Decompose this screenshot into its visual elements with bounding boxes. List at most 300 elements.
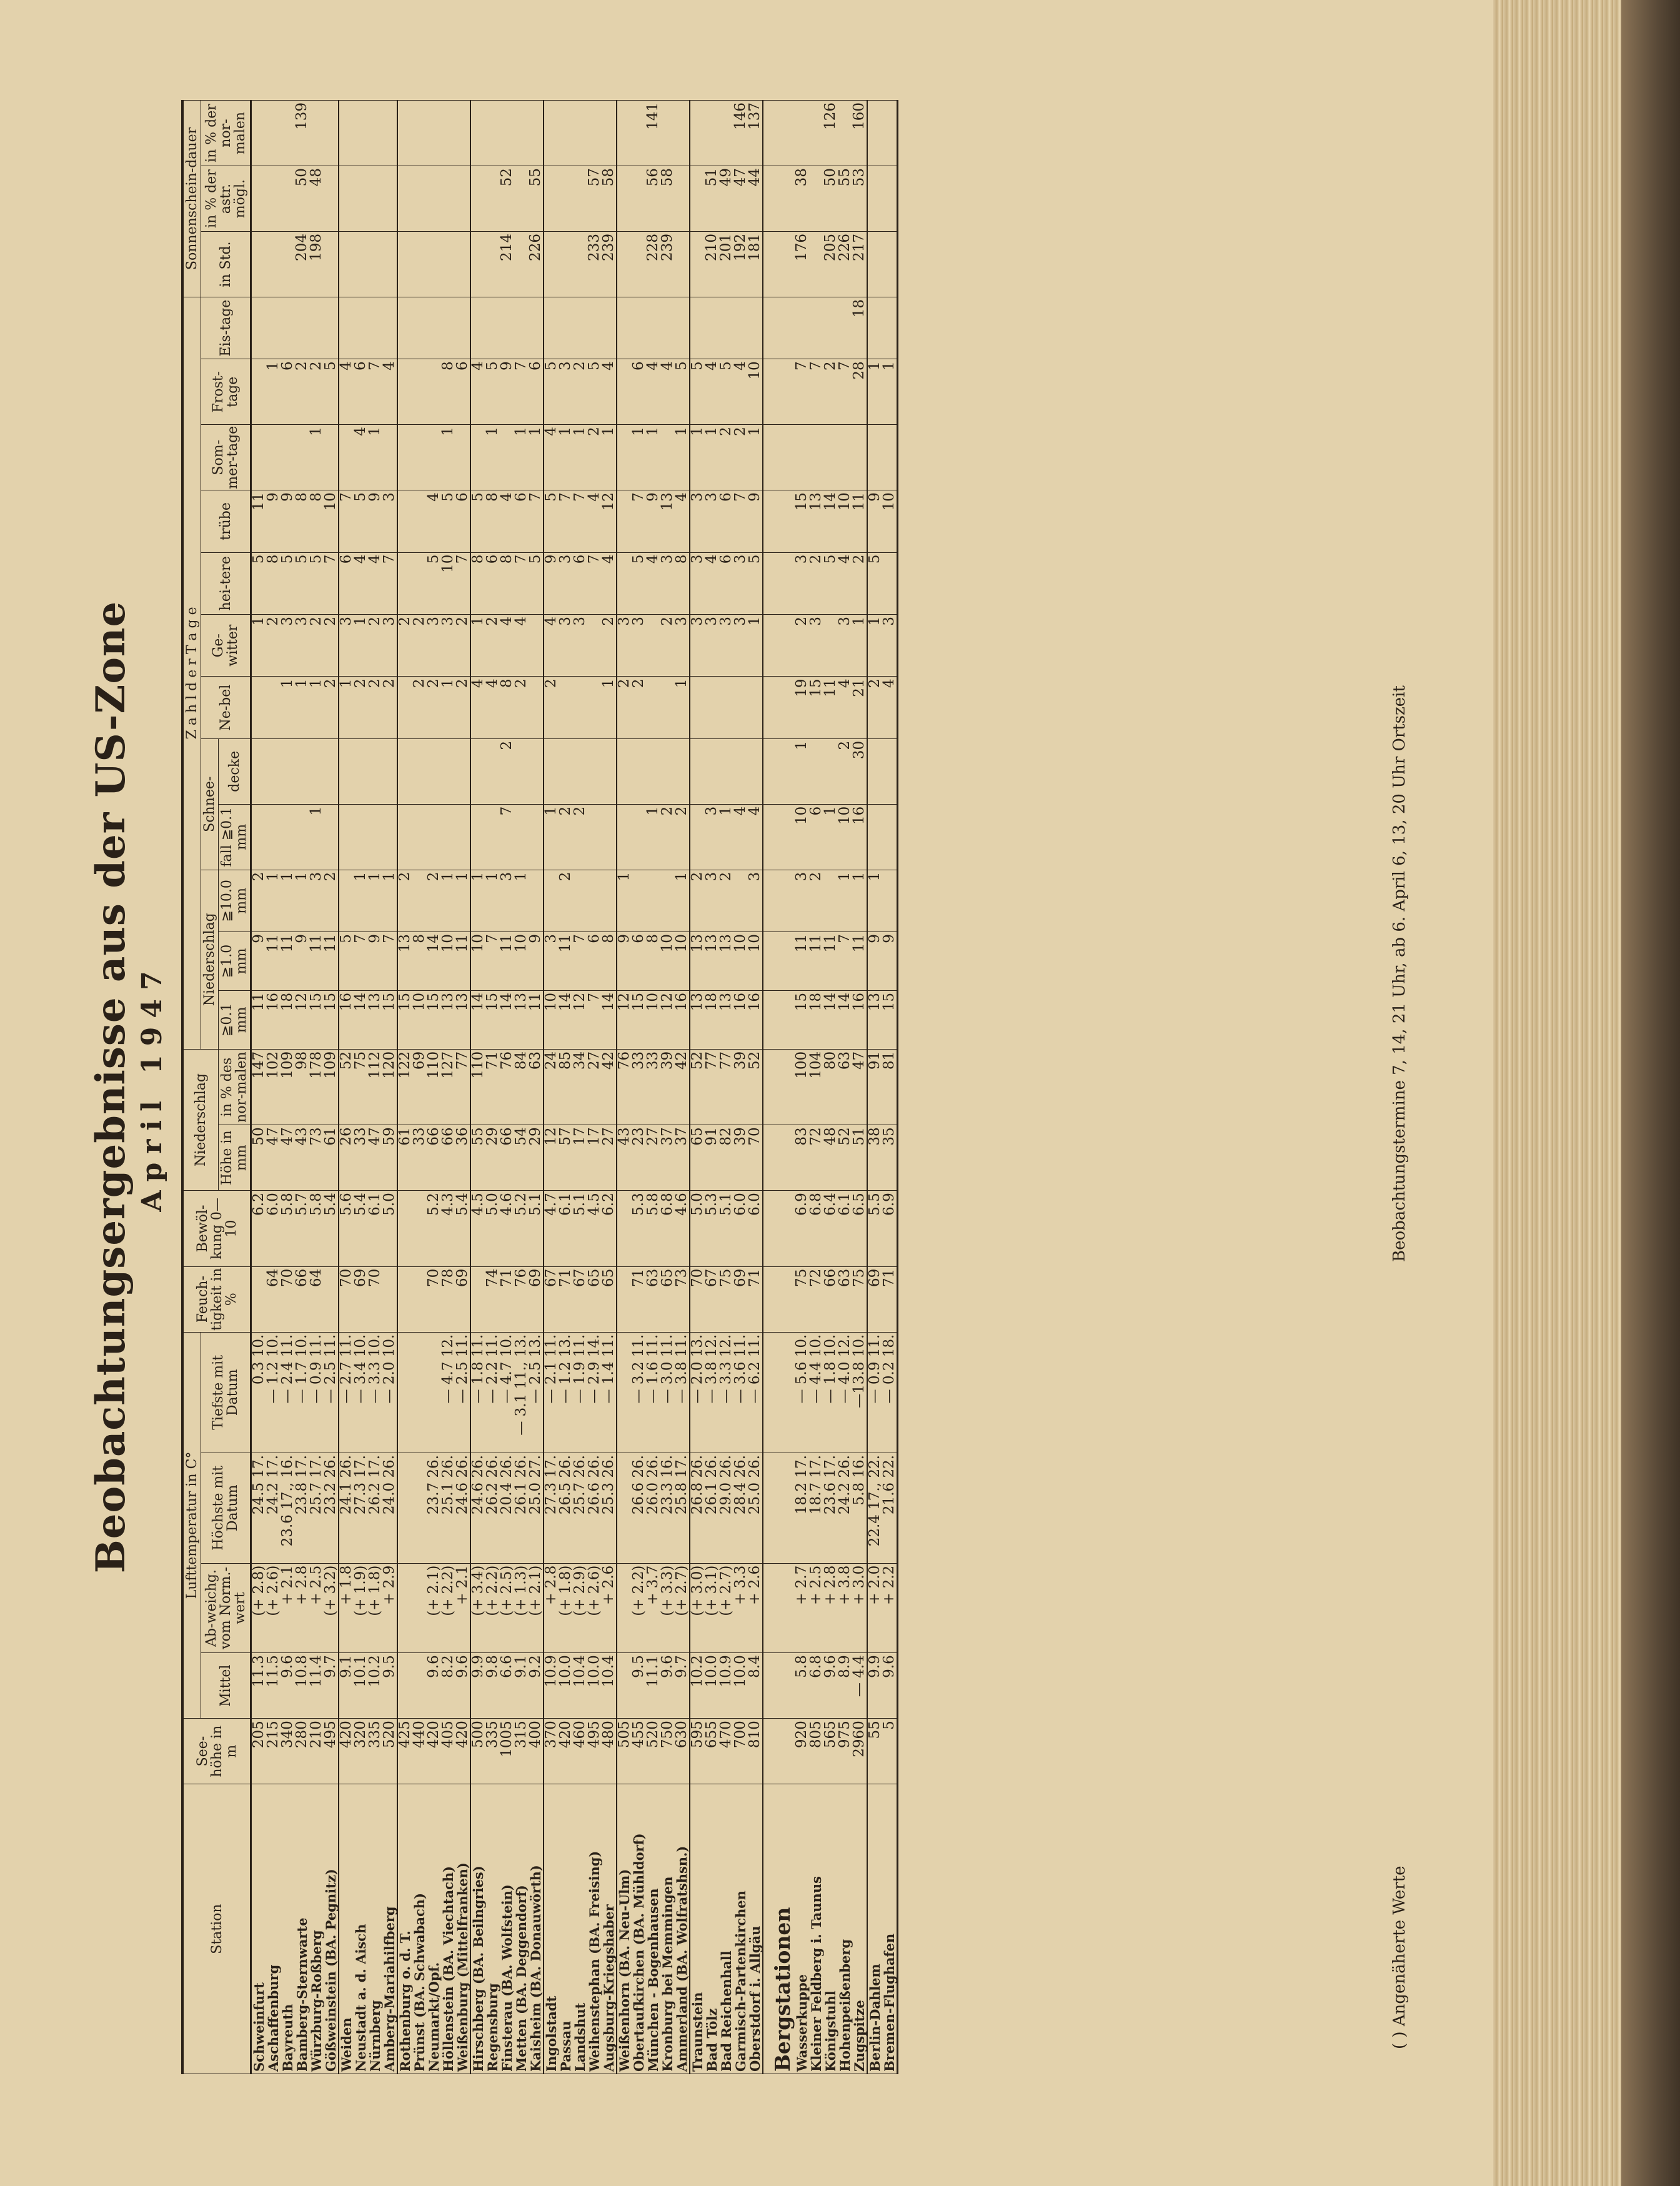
table-cell: 15 [882, 990, 898, 1049]
table-cell: (+ 2.6) [266, 1563, 281, 1653]
table-cell: 8 [412, 932, 427, 991]
station-name: Gößweinstein (BA. Pegnitz) [324, 1784, 339, 2074]
table-cell: 26.2 26. [485, 1453, 500, 1563]
table-cell: 6.1 [838, 1191, 852, 1266]
table-cell: 13 [867, 990, 882, 1049]
table-cell: 178 [309, 1049, 324, 1125]
schneefall-header: fall ≧0.1 mm [219, 804, 251, 870]
table-cell: 5.4 [354, 1191, 368, 1266]
table-cell [295, 804, 309, 870]
table-cell: 69 [867, 1266, 882, 1332]
table-cell: 26.5 26. [559, 1453, 573, 1563]
table-cell: 1 [309, 425, 324, 490]
station-name: Berlin-Dahlem [867, 1784, 882, 2074]
table-cell: (+ 3.1) [705, 1563, 719, 1653]
table-cell [485, 101, 500, 166]
table-cell [412, 232, 427, 297]
table-cell: 1 [441, 677, 455, 738]
table-cell: 7 [559, 490, 573, 552]
bewoelkung-header: Bewöl-kung 0—10 [182, 1191, 251, 1266]
table-row [573, 101, 587, 2074]
table-cell: 176 [795, 232, 809, 297]
station-name: Obertaufkirchen (BA. Mühldorf) [632, 1784, 646, 2074]
table-cell: 16 [733, 990, 748, 1049]
table-cell: 29.0 26. [719, 1453, 733, 1563]
table-cell: 10.4 [573, 1653, 587, 1719]
table-cell: + 2.7 [795, 1563, 809, 1653]
table-cell: 1 [354, 870, 368, 932]
table-cell: 5.0 [690, 1191, 705, 1266]
table-cell: 520 [646, 1719, 660, 1784]
table-cell: 67 [544, 1266, 559, 1332]
table-cell: 4.5 [587, 1191, 602, 1266]
ns-ge100-header: ≧10.0 mm [219, 870, 251, 932]
station-name: Oberstdorf i. Allgäu [748, 1784, 763, 2074]
table-cell: 13 [514, 990, 529, 1049]
table-cell: 1 [748, 425, 763, 490]
table-cell: 26.6 26. [632, 1453, 646, 1563]
table-cell: 74 [485, 1266, 500, 1332]
table-cell: — 3.3 10. [368, 1332, 382, 1453]
table-row [441, 101, 455, 2074]
table-cell: 69 [455, 1266, 470, 1332]
table-cell: 5.3 [705, 1191, 719, 1266]
table-cell [281, 804, 295, 870]
table-cell: 1 [485, 425, 500, 490]
table-cell: 72 [809, 1266, 823, 1332]
table-cell: — 4.7 12. [441, 1332, 455, 1453]
table-cell: 42 [602, 1049, 617, 1125]
abweichung-header: Ab-weichg. vom Norm.-wert [201, 1563, 251, 1653]
table-cell: 9.7 [675, 1653, 690, 1719]
station-name: Regensburg [485, 1784, 500, 2074]
table-cell [251, 232, 267, 297]
table-cell [632, 101, 646, 166]
table-cell [559, 232, 573, 297]
table-cell: 10.1 [354, 1653, 368, 1719]
table-cell: 104 [809, 1049, 823, 1125]
table-cell: 6.1 [368, 1191, 382, 1266]
table-cell: 1 [354, 615, 368, 677]
table-cell: 8 [500, 677, 514, 738]
table-cell: 10 [882, 490, 898, 552]
table-cell [763, 297, 795, 359]
table-cell: 91 [867, 1049, 882, 1125]
table-cell: 2 [324, 870, 339, 932]
station-name: Hohenpeißenberg [838, 1784, 852, 2074]
table-cell: 18 [281, 990, 295, 1049]
table-cell: 80 [823, 1049, 838, 1125]
table-cell: 98 [295, 1049, 309, 1125]
table-cell: 27.3 17. [354, 1453, 368, 1563]
table-cell: 69 [733, 1266, 748, 1332]
table-cell [339, 425, 354, 490]
table-cell: 10.4 [602, 1653, 617, 1719]
table-cell [368, 166, 382, 232]
table-cell: 10 [324, 490, 339, 552]
table-cell: 13 [719, 932, 733, 991]
table-cell [602, 738, 617, 804]
footnote-termine: Beobachtungstermine 7, 14, 21 Uhr, ab 6. April 6, 13, 20 Uhr Ortszeit [1390, 685, 1409, 1262]
table-cell: 9.8 [485, 1653, 500, 1719]
table-cell: 15 [382, 990, 397, 1049]
table-cell: 47 [281, 1125, 295, 1191]
table-cell: 43 [617, 1125, 632, 1191]
table-cell: 63 [646, 1266, 660, 1332]
table-cell: 77 [455, 1049, 470, 1125]
table-cell: 5 [295, 552, 309, 614]
table-cell: 15 [427, 990, 441, 1049]
table-cell: 109 [281, 1049, 295, 1125]
table-cell: 2 [309, 359, 324, 425]
table-cell: 17 [573, 1125, 587, 1191]
table-cell: 139 [295, 101, 309, 166]
table-cell: 0.3 10. [251, 1332, 267, 1453]
table-cell [573, 166, 587, 232]
table-cell [441, 166, 455, 232]
table-cell: 70 [748, 1125, 763, 1191]
table-cell [412, 297, 427, 359]
table-cell: 228 [646, 232, 660, 297]
table-row [675, 101, 690, 2074]
table-cell [719, 677, 733, 738]
table-cell: 47 [266, 1125, 281, 1191]
table-cell [559, 101, 573, 166]
table-cell: 13 [719, 990, 733, 1049]
table-cell: 4 [646, 359, 660, 425]
table-cell: 15 [309, 990, 324, 1049]
table-cell: 495 [587, 1719, 602, 1784]
heitere-header: hei-tere [201, 552, 251, 614]
table-cell: 52 [748, 1049, 763, 1125]
table-cell: + 2.5 [309, 1563, 324, 1653]
station-name: Höllenstein (BA. Viechtach) [441, 1784, 455, 2074]
niederschlag-header: Niederschlag [182, 1049, 219, 1190]
table-cell: 52 [838, 1125, 852, 1191]
table-cell: (+ 2.1) [427, 1563, 441, 1653]
table-cell: 47 [852, 1049, 867, 1125]
table-cell: 1 [251, 615, 267, 677]
table-cell: 18 [705, 990, 719, 1049]
table-cell: — 2.5 11. [455, 1332, 470, 1453]
table-cell: 9.9 [867, 1653, 882, 1719]
table-cell: 5 [354, 490, 368, 552]
table-cell [882, 870, 898, 932]
table-cell: 66 [500, 1125, 514, 1191]
table-cell: — 1.4 11. [602, 1332, 617, 1453]
table-cell: 1 [470, 870, 485, 932]
table-cell: 2 [852, 552, 867, 614]
table-cell [295, 297, 309, 359]
table-cell: 6 [485, 552, 500, 614]
table-cell: 10 [675, 932, 690, 991]
table-row [763, 101, 795, 2074]
table-cell: 10 [748, 932, 763, 991]
table-row [500, 101, 514, 2074]
table-cell: 3 [705, 490, 719, 552]
table-cell: 8.9 [838, 1653, 852, 1719]
table-cell: 6.0 [266, 1191, 281, 1266]
table-cell: + 1.8 [339, 1563, 354, 1653]
table-cell: 75 [719, 1266, 733, 1332]
table-cell: + 2.8 [295, 1563, 309, 1653]
table-cell [397, 232, 412, 297]
table-cell: 5.6 [339, 1191, 354, 1266]
table-cell: 48 [309, 166, 324, 232]
table-cell: 9 [251, 932, 267, 991]
table-cell: 6.2 [602, 1191, 617, 1266]
table-cell: 75 [795, 1266, 809, 1332]
table-cell: 3 [882, 615, 898, 677]
table-cell [823, 425, 838, 490]
table-cell: 700 [733, 1719, 748, 1784]
table-cell [823, 738, 838, 804]
table-cell [251, 101, 267, 166]
table-cell [455, 738, 470, 804]
table-cell: 6.9 [795, 1191, 809, 1266]
table-cell: 70 [281, 1266, 295, 1332]
table-cell [587, 615, 602, 677]
table-cell: 7 [838, 359, 852, 425]
table-row [646, 101, 660, 2074]
table-cell: (+ 1.8) [559, 1563, 573, 1653]
table-cell: 1 [690, 425, 705, 490]
table-cell: 25.8 17. [675, 1453, 690, 1563]
station-name: Bayreuth [281, 1784, 295, 2074]
station-name: Ingolstadt [544, 1784, 559, 2074]
table-cell: 1 [675, 425, 690, 490]
table-cell [354, 804, 368, 870]
table-cell: 5 [427, 552, 441, 614]
table-cell [427, 232, 441, 297]
station-name: Kronburg bei Memmingen [660, 1784, 675, 2074]
table-cell: 2 [559, 870, 573, 932]
table-cell: 127 [441, 1049, 455, 1125]
table-cell: 33 [646, 1049, 660, 1125]
table-cell [529, 677, 544, 738]
table-cell [382, 425, 397, 490]
station-name: Aschaffenburg [266, 1784, 281, 2074]
table-cell [382, 804, 397, 870]
table-cell: 5 [719, 359, 733, 425]
table-cell: — 1.8 11. [470, 1332, 485, 1453]
table-cell: 5 [544, 359, 559, 425]
table-cell: 16 [266, 990, 281, 1049]
table-cell: 14 [823, 990, 838, 1049]
table-cell: 26 [339, 1125, 354, 1191]
table-cell: — 2.5 11. [324, 1332, 339, 1453]
table-cell: 55 [838, 166, 852, 232]
table-cell: 1 [470, 615, 485, 677]
table-cell: 8 [309, 490, 324, 552]
table-cell: 750 [660, 1719, 675, 1784]
table-cell: 3 [795, 870, 809, 932]
table-row [529, 101, 544, 2074]
table-cell [397, 1266, 412, 1332]
table-cell: 315 [514, 1719, 529, 1784]
table-cell: 137 [748, 101, 763, 166]
table-cell: 2 [324, 615, 339, 677]
table-cell [354, 166, 368, 232]
table-cell [441, 738, 455, 804]
table-cell: 4 [838, 552, 852, 614]
table-cell: 26.1 26. [705, 1453, 719, 1563]
table-cell [529, 297, 544, 359]
table-cell: 4.3 [441, 1191, 455, 1266]
table-cell [281, 425, 295, 490]
table-cell: 53 [852, 166, 867, 232]
table-cell: 10.2 [690, 1653, 705, 1719]
table-cell [529, 870, 544, 932]
table-cell: 55 [470, 1125, 485, 1191]
table-cell [281, 738, 295, 804]
table-cell [809, 425, 823, 490]
table-cell: 3 [690, 490, 705, 552]
station-name: Ammerland (BA. Wolfratshsn.) [675, 1784, 690, 2074]
table-cell: 71 [485, 1049, 500, 1125]
table-cell: 233 [587, 232, 602, 297]
table-cell: 6 [719, 552, 733, 614]
table-cell: 11 [309, 932, 324, 991]
table-cell: 1 [309, 804, 324, 870]
table-cell: 7 [455, 552, 470, 614]
table-cell: 22.4 17., 22. [867, 1453, 882, 1563]
table-cell [617, 804, 632, 870]
table-cell: — 0.2 18. [882, 1332, 898, 1453]
table-cell [602, 804, 617, 870]
table-row [587, 101, 602, 2074]
table-cell [675, 738, 690, 804]
table-cell: 18.7 17. [809, 1453, 823, 1563]
table-cell: 70 [368, 1266, 382, 1332]
table-cell [675, 297, 690, 359]
frosttage-header: Frost-tage [201, 359, 251, 425]
table-cell [251, 738, 267, 804]
table-cell [617, 1653, 632, 1719]
table-cell [281, 297, 295, 359]
table-cell: 7 [587, 552, 602, 614]
table-cell [412, 101, 427, 166]
table-cell [705, 297, 719, 359]
table-cell: 76 [617, 1049, 632, 1125]
table-cell: 12 [602, 490, 617, 552]
table-cell [485, 804, 500, 870]
table-cell: 10.9 [544, 1653, 559, 1719]
table-cell: 50 [823, 166, 838, 232]
table-cell: 65 [602, 1266, 617, 1332]
table-cell: — 2.1 11. [544, 1332, 559, 1453]
table-cell: 11.3 [251, 1653, 267, 1719]
table-cell: 805 [809, 1719, 823, 1784]
table-cell [617, 297, 632, 359]
table-cell: — 2.0 13. [690, 1332, 705, 1453]
table-cell: + 2.5 [809, 1563, 823, 1653]
table-cell: (+ 2.2) [632, 1563, 646, 1653]
table-cell: 320 [354, 1719, 368, 1784]
table-cell: 5 [632, 552, 646, 614]
table-cell: 29 [529, 1125, 544, 1191]
table-cell: 11 [324, 932, 339, 991]
table-cell: 9.6 [281, 1653, 295, 1719]
table-cell [412, 359, 427, 425]
table-cell: 9.7 [324, 1653, 339, 1719]
table-cell: 8.4 [748, 1653, 763, 1719]
table-cell [690, 166, 705, 232]
table-cell: 39 [733, 1125, 748, 1191]
station-name: Bremen-Flughafen [882, 1784, 898, 2074]
table-cell: 4 [733, 804, 748, 870]
table-cell: 51 [705, 166, 719, 232]
table-cell: 7 [809, 359, 823, 425]
table-cell: 15 [324, 990, 339, 1049]
table-cell: 160 [852, 101, 867, 166]
table-cell: 6 [632, 932, 646, 991]
table-cell: 48 [823, 1125, 838, 1191]
table-cell [412, 1453, 427, 1563]
table-cell [809, 101, 823, 166]
table-cell: 59 [382, 1125, 397, 1191]
table-cell: 4 [646, 552, 660, 614]
table-cell [795, 425, 809, 490]
table-row [838, 101, 852, 2074]
table-cell [339, 101, 354, 166]
station-name: Würzburg-Roßberg [309, 1784, 324, 2074]
table-cell [617, 1191, 632, 1266]
table-cell [470, 804, 485, 870]
table-cell [441, 804, 455, 870]
table-cell: + 3.3 [733, 1563, 748, 1653]
table-cell [266, 166, 281, 232]
table-cell: 14 [559, 990, 573, 1049]
table-cell: 3 [660, 552, 675, 614]
table-cell: 21.6 22. [882, 1453, 898, 1563]
table-cell [763, 490, 795, 552]
station-name: Garmisch-Partenkirchen [733, 1784, 748, 2074]
table-cell [295, 425, 309, 490]
table-cell: 214 [500, 232, 514, 297]
table-cell [427, 166, 441, 232]
table-cell [646, 297, 660, 359]
table-cell: 28 [852, 359, 867, 425]
table-cell [397, 490, 412, 552]
sonne-norm-header: in % der nor-malen [201, 101, 251, 166]
table-cell: 15 [632, 990, 646, 1049]
table-cell: 11 [559, 932, 573, 991]
table-cell: 10 [470, 932, 485, 991]
table-cell: 1 [339, 677, 354, 738]
table-cell: + 2.1 [281, 1563, 295, 1653]
table-cell: 2 [660, 804, 675, 870]
table-cell: 1 [514, 870, 529, 932]
observation-table [181, 100, 898, 2074]
table-cell [809, 738, 823, 804]
table-cell: 26.6 26. [587, 1453, 602, 1563]
table-cell [705, 101, 719, 166]
book-spine [1621, 0, 1680, 2186]
table-cell: 10.0 [733, 1653, 748, 1719]
table-cell: 8 [485, 490, 500, 552]
table-cell [573, 870, 587, 932]
table-cell: 810 [748, 1719, 763, 1784]
table-cell [397, 1653, 412, 1719]
table-cell [660, 297, 675, 359]
table-cell: 24.5 17. [251, 1453, 267, 1563]
table-cell [748, 738, 763, 804]
table-cell: 5 [309, 552, 324, 614]
table-cell [324, 297, 339, 359]
table-cell: 109 [324, 1049, 339, 1125]
table-cell: 5.5 [867, 1191, 882, 1266]
